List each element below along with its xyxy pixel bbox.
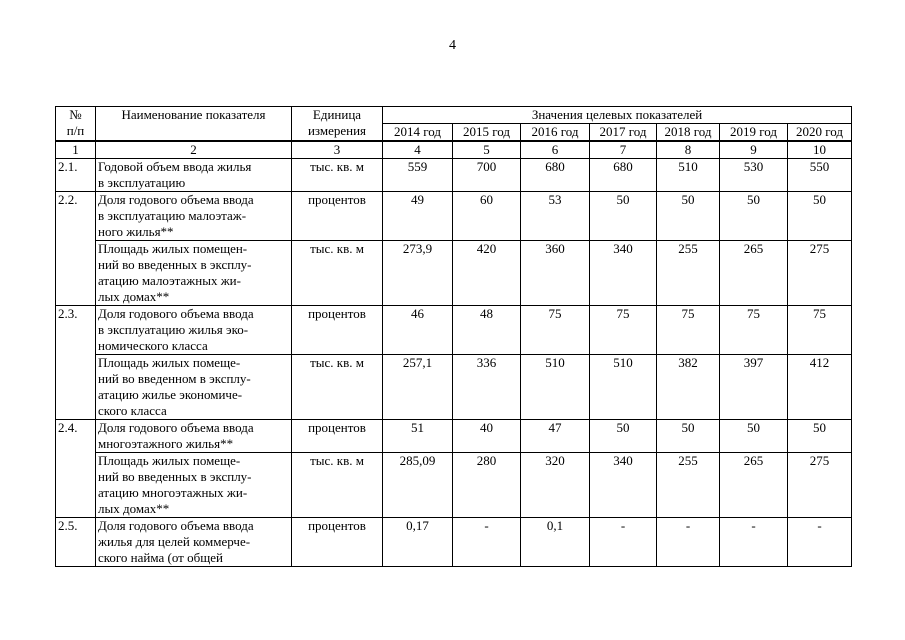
indicator-value: 75 — [590, 306, 657, 355]
indicator-unit: тыс. кв. м — [292, 355, 383, 420]
indicator-name-line: Площадь жилых помещен- — [98, 241, 248, 256]
indicator-value: - — [720, 518, 788, 567]
indicator-unit: процентов — [292, 192, 383, 241]
table-row — [56, 192, 852, 241]
indicator-name-line: Доля годового объема ввода — [98, 192, 254, 207]
indicator-value: 255 — [657, 241, 720, 306]
header-row — [56, 107, 852, 124]
indicator-value: 50 — [590, 192, 657, 241]
indicator-value: 50 — [590, 420, 657, 453]
row-number: 2.4. — [56, 420, 96, 518]
target-indicators-table — [55, 106, 852, 567]
indicator-value: 340 — [590, 241, 657, 306]
indicator-value: 510 — [521, 355, 590, 420]
indicator-value: 510 — [590, 355, 657, 420]
indicator-name-line: Годовой объем ввода жилья — [98, 159, 252, 174]
indicator-name — [96, 159, 292, 192]
indicator-value: 320 — [521, 453, 590, 518]
indicator-name — [96, 420, 292, 453]
column-index-row — [56, 141, 852, 159]
indicator-name — [96, 518, 292, 567]
indicator-name-line: Площадь жилых помеще- — [98, 453, 241, 468]
indicator-name-line: лых домах** — [98, 289, 170, 304]
row-number: 2.1. — [56, 159, 96, 192]
column-index: 6 — [521, 141, 590, 159]
indicator-value: 265 — [720, 241, 788, 306]
indicator-value: 50 — [720, 420, 788, 453]
indicator-value: - — [590, 518, 657, 567]
header-no-line1: № — [69, 107, 82, 122]
indicator-value: 680 — [521, 159, 590, 192]
row-number: 2.3. — [56, 306, 96, 420]
table-row — [56, 518, 852, 567]
indicator-value: 60 — [453, 192, 521, 241]
indicator-name-line: атацию жилье экономиче- — [98, 387, 243, 402]
header-year: 2016 год — [521, 124, 590, 142]
header-unit-line2: измерения — [307, 123, 367, 138]
indicator-name-line: ний во введенных в эксплу- — [98, 257, 252, 272]
indicator-value: - — [788, 518, 852, 567]
indicator-value: 50 — [657, 420, 720, 453]
indicator-value: 257,1 — [383, 355, 453, 420]
column-index: 3 — [292, 141, 383, 159]
indicator-name-line: Доля годового объема ввода — [98, 306, 254, 321]
header-name: Наименование показателя — [96, 107, 292, 142]
column-index: 7 — [590, 141, 657, 159]
header-year: 2020 год — [788, 124, 852, 142]
indicator-name-line: атацию малоэтажных жи- — [98, 273, 241, 288]
indicator-name-line: лых домах** — [98, 501, 170, 516]
indicator-value: 420 — [453, 241, 521, 306]
indicator-unit: тыс. кв. м — [292, 453, 383, 518]
column-index: 10 — [788, 141, 852, 159]
indicator-value: 50 — [788, 192, 852, 241]
indicator-value: 75 — [720, 306, 788, 355]
indicator-value: 275 — [788, 453, 852, 518]
column-index: 1 — [56, 141, 96, 159]
indicator-name-line: атацию многоэтажных жи- — [98, 485, 248, 500]
indicator-unit: процентов — [292, 306, 383, 355]
indicator-name-line: многоэтажного жилья** — [98, 436, 234, 451]
table-row — [56, 241, 852, 306]
indicator-value: 382 — [657, 355, 720, 420]
indicator-value: 46 — [383, 306, 453, 355]
indicator-value: 700 — [453, 159, 521, 192]
indicator-name — [96, 453, 292, 518]
table-row — [56, 306, 852, 355]
indicator-name-line: ского найма (от общей — [98, 550, 223, 565]
indicator-value: - — [453, 518, 521, 567]
indicator-value: 510 — [657, 159, 720, 192]
header-year: 2018 год — [657, 124, 720, 142]
page-number: 4 — [449, 38, 456, 53]
indicator-value: 0,17 — [383, 518, 453, 567]
indicator-value: 51 — [383, 420, 453, 453]
indicator-value: 412 — [788, 355, 852, 420]
table-row — [56, 355, 852, 420]
indicator-name — [96, 241, 292, 306]
indicator-unit: тыс. кв. м — [292, 241, 383, 306]
table-row — [56, 453, 852, 518]
indicator-value: 550 — [788, 159, 852, 192]
indicator-value: 40 — [453, 420, 521, 453]
row-number: 2.5. — [56, 518, 96, 567]
column-index: 4 — [383, 141, 453, 159]
indicator-value: 285,09 — [383, 453, 453, 518]
header-no — [56, 107, 96, 142]
indicator-value: 336 — [453, 355, 521, 420]
indicator-value: 280 — [453, 453, 521, 518]
header-year: 2019 год — [720, 124, 788, 142]
indicator-name-line: в эксплуатацию жилья эко- — [98, 322, 249, 337]
indicator-unit: процентов — [292, 518, 383, 567]
indicator-value: 75 — [521, 306, 590, 355]
indicator-name-line: в эксплуатацию малоэтаж- — [98, 208, 247, 223]
header-year: 2014 год — [383, 124, 453, 142]
indicator-value: 255 — [657, 453, 720, 518]
indicator-value: 340 — [590, 453, 657, 518]
indicator-name — [96, 192, 292, 241]
header-year: 2017 год — [590, 124, 657, 142]
indicator-value: 75 — [657, 306, 720, 355]
indicator-value: 50 — [720, 192, 788, 241]
indicator-name-line: Доля годового объема ввода — [98, 420, 254, 435]
indicator-value: - — [657, 518, 720, 567]
indicator-value: 275 — [788, 241, 852, 306]
indicator-unit: процентов — [292, 420, 383, 453]
indicator-name-line: ний во введенном в эксплу- — [98, 371, 251, 386]
indicator-value: 273,9 — [383, 241, 453, 306]
indicator-name — [96, 355, 292, 420]
header-values-group: Значения целевых показателей — [383, 107, 852, 124]
indicator-unit: тыс. кв. м — [292, 159, 383, 192]
column-index: 8 — [657, 141, 720, 159]
indicator-value: 360 — [521, 241, 590, 306]
indicator-name-line: ского класса — [98, 403, 167, 418]
indicator-value: 49 — [383, 192, 453, 241]
indicator-value: 50 — [788, 420, 852, 453]
header-year: 2015 год — [453, 124, 521, 142]
indicator-value: 53 — [521, 192, 590, 241]
table-row — [56, 420, 852, 453]
indicator-name — [96, 306, 292, 355]
indicator-value: 680 — [590, 159, 657, 192]
indicator-name-line: жилья для целей коммерче- — [98, 534, 251, 549]
indicator-name-line: ного жилья** — [98, 224, 174, 239]
header-unit — [292, 107, 383, 142]
column-index: 2 — [96, 141, 292, 159]
column-index: 5 — [453, 141, 521, 159]
indicator-value: 48 — [453, 306, 521, 355]
indicator-value: 47 — [521, 420, 590, 453]
indicator-name-line: номического класса — [98, 338, 208, 353]
row-number: 2.2. — [56, 192, 96, 306]
header-no-line2: п/п — [66, 123, 85, 138]
indicator-value: 397 — [720, 355, 788, 420]
indicator-value: 559 — [383, 159, 453, 192]
indicator-value: 50 — [657, 192, 720, 241]
indicator-value: 75 — [788, 306, 852, 355]
indicator-name-line: Доля годового объема ввода — [98, 518, 254, 533]
indicator-value: 0,1 — [521, 518, 590, 567]
indicator-name-line: в эксплуатацию — [98, 175, 186, 190]
indicator-name-line: ний во введенных в эксплу- — [98, 469, 252, 484]
header-unit-line1: Единица — [312, 107, 362, 122]
indicator-value: 265 — [720, 453, 788, 518]
indicator-name-line: Площадь жилых помеще- — [98, 355, 241, 370]
table-row — [56, 159, 852, 192]
column-index: 9 — [720, 141, 788, 159]
indicator-value: 530 — [720, 159, 788, 192]
